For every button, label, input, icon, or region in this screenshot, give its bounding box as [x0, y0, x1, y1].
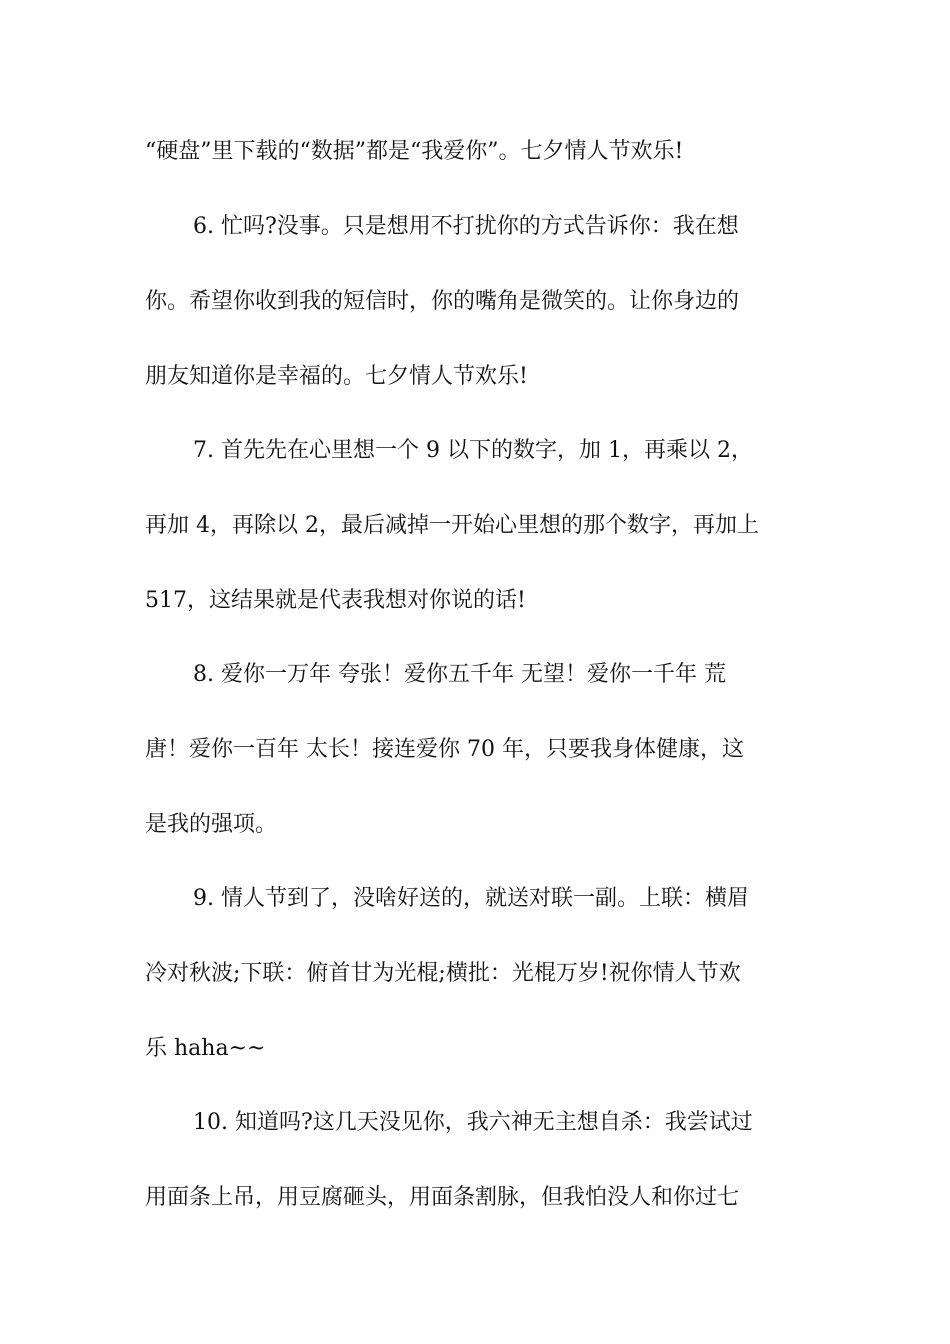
text-line-7: 517，这结果就是代表我想对你说的话!: [145, 588, 526, 613]
text-line-3: 你。希望你收到我的短信时，你的嘴角是微笑的。让你身边的: [145, 289, 740, 314]
text-line-4: 朋友知道你是幸福的。七夕情人节欢乐!: [145, 364, 528, 389]
text-line-10: 是我的强项。: [145, 812, 278, 837]
text-line-5: 7. 首先先在心里想一个 9 以下的数字，加 1，再乘以 2，: [193, 438, 753, 463]
text-line-11: 9. 情人节到了，没啥好送的，就送对联一副。上联：横眉: [193, 886, 749, 911]
text-line-1: “硬盘”里下载的“数据”都是“我爱你”。七夕情人节欢乐!: [145, 139, 684, 164]
text-line-15: 用面条上吊，用豆腐砸头，用面条割脉，但我怕没人和你过七: [145, 1185, 740, 1210]
text-line-12: 冷对秋波;下联：俯首甘为光棍;横批：光棍万岁!祝你情人节欢: [145, 961, 741, 986]
text-line-14: 10. 知道吗?这几天没见你，我六神无主想自杀：我尝试过: [193, 1110, 753, 1135]
text-line-8: 8. 爱你一万年 夸张！爱你五千年 无望！爱你一千年 荒: [193, 662, 726, 687]
text-line-13: 乐 haha~~: [145, 1036, 266, 1061]
text-line-2: 6. 忙吗?没事。只是想用不打扰你的方式告诉你：我在想: [193, 214, 739, 239]
text-line-9: 唐！爱你一百年 太长！接连爱你 70 年，只要我身体健康，这: [145, 737, 744, 762]
text-line-6: 再加 4，再除以 2，最后减掉一开始心里想的那个数字，再加上: [145, 513, 759, 538]
